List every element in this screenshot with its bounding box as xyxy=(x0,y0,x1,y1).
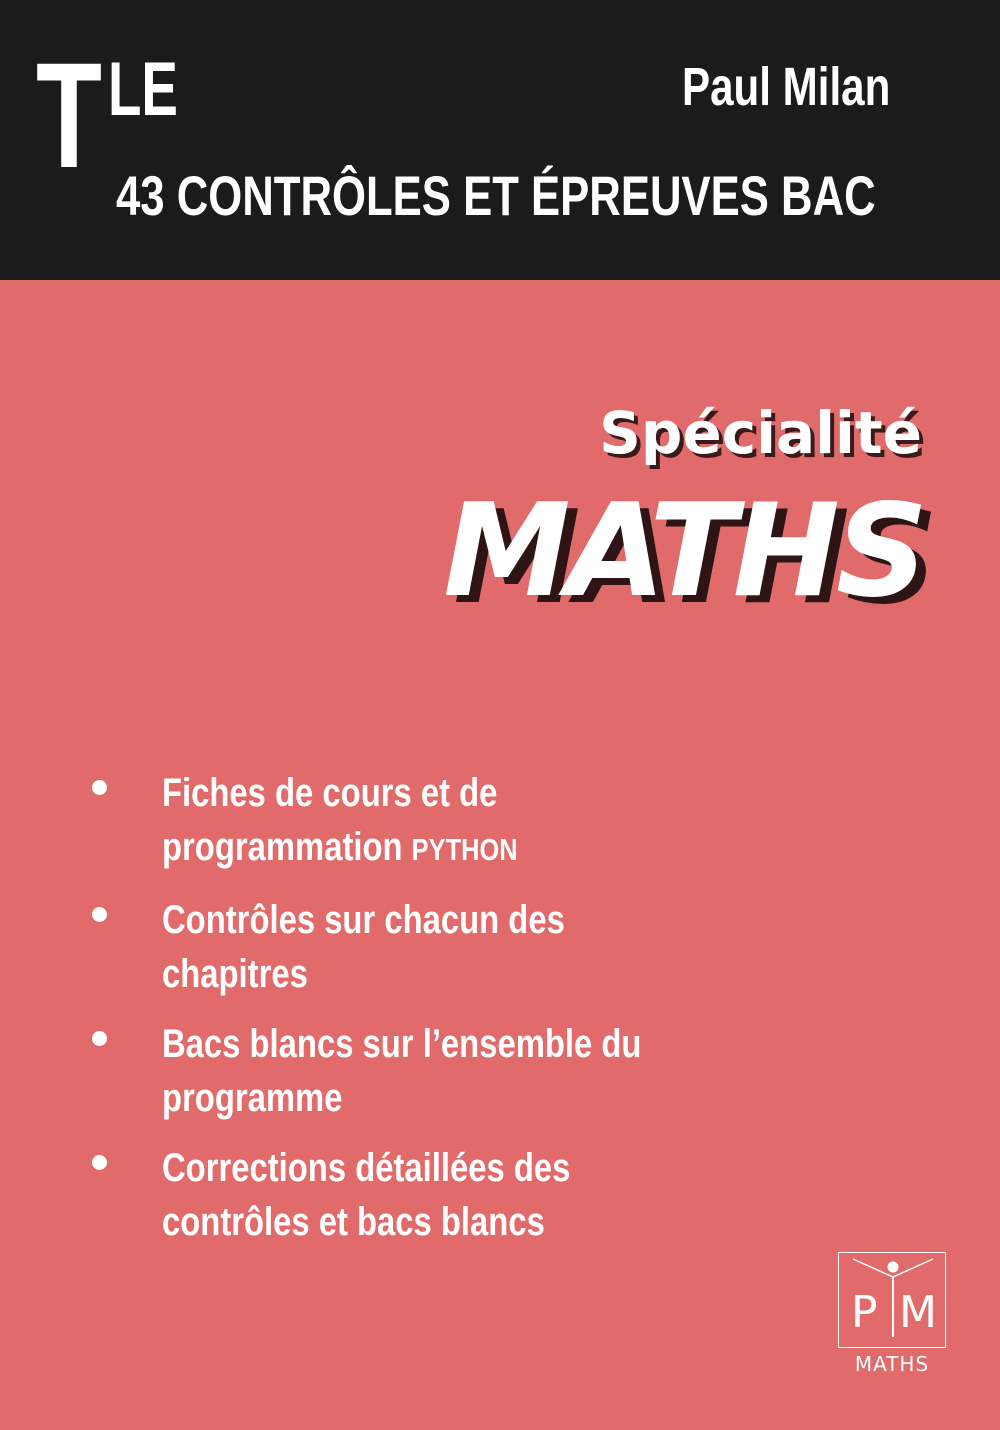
maths-title: MATHS xyxy=(443,477,924,626)
feature-line: chapitres xyxy=(162,952,308,996)
grade-letters-le: LE xyxy=(108,47,178,132)
grade-letter-t: T xyxy=(36,31,101,199)
logo-letter-m: M xyxy=(899,1287,937,1338)
bullet-icon xyxy=(92,1155,107,1170)
feature-line: Corrections détaillées des xyxy=(162,1146,571,1190)
specialite-label: Spécialité xyxy=(599,399,922,467)
feature-item xyxy=(92,1141,692,1249)
feature-line: programme xyxy=(162,1076,343,1120)
bullet-icon xyxy=(92,1031,107,1046)
publisher-logo xyxy=(838,1252,946,1348)
python-tag: PYTHON xyxy=(411,832,518,867)
feature-line-text: programmation xyxy=(162,825,412,869)
logo-caption: MATHS xyxy=(854,1352,930,1376)
cover-header xyxy=(0,0,1000,280)
feature-list xyxy=(92,766,692,1265)
feature-item xyxy=(92,1017,692,1125)
author-name: Paul Milan xyxy=(682,57,891,117)
feature-item xyxy=(92,766,692,877)
feature-item xyxy=(92,893,692,1001)
feature-line: Fiches de cours et de xyxy=(162,771,498,815)
feature-line: Bacs blancs sur l’ensemble du xyxy=(162,1022,642,1066)
logo-letter-p: P xyxy=(851,1287,878,1338)
bullet-icon xyxy=(92,780,107,795)
feature-line: contrôles et bacs blancs xyxy=(162,1200,545,1244)
book-subtitle: 43 CONTRÔLES ET ÉPREUVES BAC xyxy=(116,164,876,227)
feature-line: Contrôles sur chacun des xyxy=(162,898,565,942)
bullet-icon xyxy=(92,907,107,922)
feature-line xyxy=(162,820,597,877)
